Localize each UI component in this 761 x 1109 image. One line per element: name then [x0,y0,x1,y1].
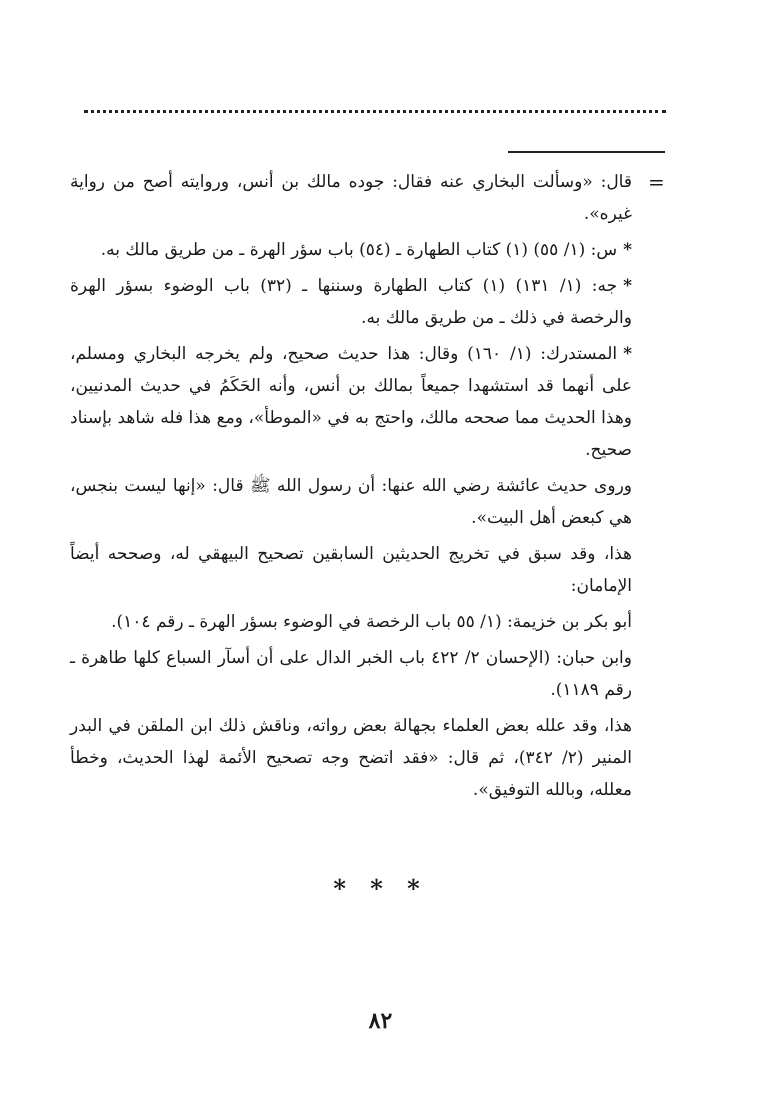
paragraph-ibn-majah [70,270,632,334]
star-icon: * [623,240,632,260]
paragraph-bukhari-quote [70,166,632,230]
paragraph-aisha [70,470,632,534]
paragraph-bayhaqi [70,538,632,602]
footnote-rule [508,151,665,153]
star-icon: * [623,344,633,364]
footnote-body [70,166,632,810]
paragraph-ibn-mulaqqin [70,710,632,806]
paragraph-ibn-khuzaymah [70,606,632,638]
paragraph-text: هذا، وقد سبق في تخريج الحديثين السابقين تصحيح البيهقي له، وصححه أيضاً الإمامان: [70,544,632,596]
paragraph-mustadrak [70,338,632,466]
paragraph-text: س: (١/ ٥٥) (١) كتاب الطهارة ـ (٥٤) باب سؤر الهرة ـ من طريق مالك به. [100,240,618,260]
section-separator: * * * [333,874,428,903]
paragraph-nasai [70,234,632,266]
paragraph-text: وروى حديث عائشة رضي الله عنها: أن رسول الله ﷺ قال: «إنها ليست بنجس، هي كبعض أهل البيت». [70,476,632,528]
paragraph-text: قال: «وسألت البخاري عنه فقال: جوده مالك بن أنس، وروايته أصح من رواية غيره». [70,172,632,224]
dotted-divider [84,96,666,113]
paragraph-text: المستدرك: (١/ ١٦٠) وقال: هذا حديث صحيح، ولم يخرجه البخاري ومسلم، على أنهما قد استشهدا جميعاً بمالك بن أنس، وأنه الحَكَمُ في حديث المدنيين، وهذا الحديث مما صححه مالك، واحتج به في «الموطأ»، ومع هذا فله شاهد بإسناد صحيح. [70,344,632,460]
paragraph-text: وابن حبان: (الإحسان ٢/ ٤٢٢ باب الخبر الدال على أن أسآر السباع كلها طاهرة ـ رقم ١١٨٩). [70,648,632,700]
page-number: ٨٢ [368,1008,393,1034]
paragraph-text: أبو بكر بن خزيمة: (١/ ٥٥ باب الرخصة في الوضوء بسؤر الهرة ـ رقم ١٠٤). [111,612,632,632]
paragraph-ibn-hibban [70,642,632,706]
continuation-mark: = [648,170,665,194]
paragraph-text: جه: (١/ ١٣١) (١) كتاب الطهارة وسننها ـ (٣٢) باب الوضوء بسؤر الهرة والرخصة في ذلك ـ من طريق مالك به. [70,276,632,328]
star-icon: * [623,276,633,296]
paragraph-text: هذا، وقد علله بعض العلماء بجهالة بعض رواته، وناقش ذلك ابن الملقن في البدر المنير (٢/ ٣٤٢)، ثم قال: «فقد اتضح وجه تصحيح الأئمة لهذا الحديث، وخطأ معلله، وبالله التوفيق». [70,716,632,800]
